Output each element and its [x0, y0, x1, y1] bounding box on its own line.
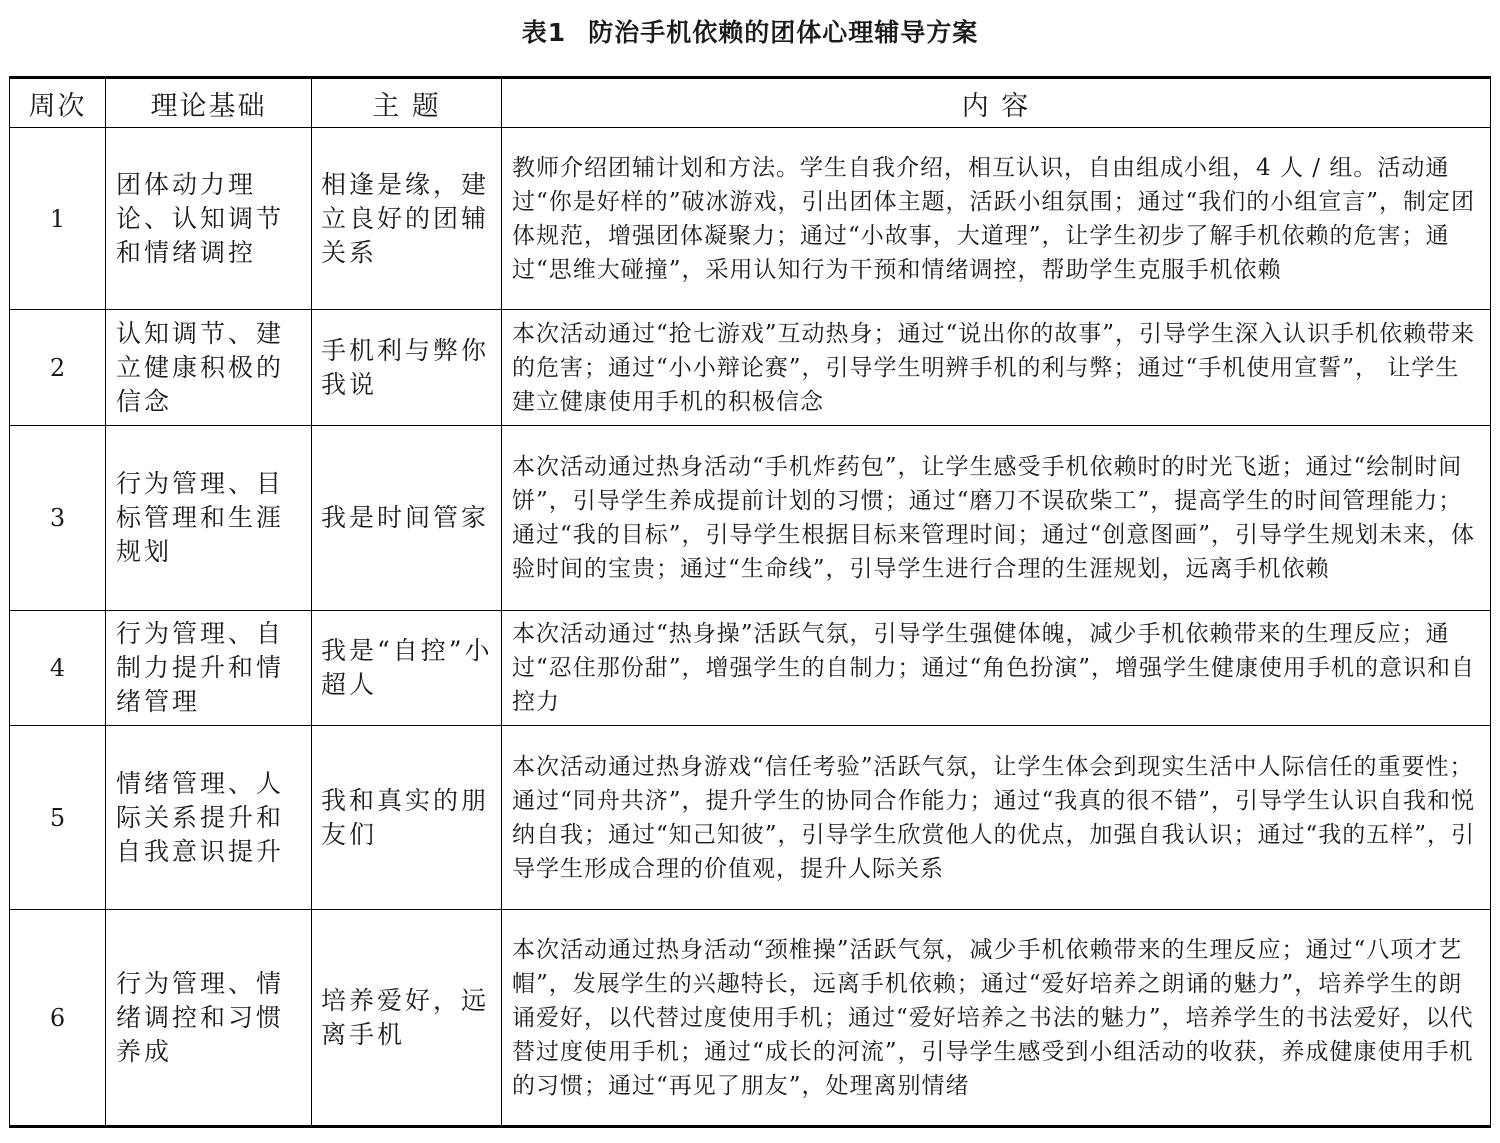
theory-basis-cell: 行为管理、目标管理和生涯规划 — [106, 426, 312, 611]
table-number: 表1 — [521, 18, 567, 47]
table-title: 防治手机依赖的团体心理辅导方案 — [588, 18, 979, 47]
header-theory-basis: 理论基础 — [106, 78, 312, 128]
theme-cell: 我和真实的朋友们 — [312, 726, 502, 910]
content-cell: 本次活动通过“抢七游戏”互动热身；通过“说出你的故事”，引导学生深入认识手机依赖带来的危害；通过“小小辩论赛”，引导学生明辨手机的利与弊；通过“手机使用宣誓”， 让学生建立健康使用手机的积极信念 — [502, 310, 1491, 426]
table-row — [10, 426, 1491, 611]
table-row — [10, 128, 1491, 310]
theory-basis-cell: 情绪管理、人际关系提升和自我意识提升 — [106, 726, 312, 910]
theory-basis-cell: 认知调节、建立健康积极的信念 — [106, 310, 312, 426]
week-cell: 6 — [10, 910, 106, 1127]
table-row — [10, 310, 1491, 426]
theme-cell: 我是“自控”小超人 — [312, 611, 502, 726]
content-cell: 本次活动通过热身活动“颈椎操”活跃气氛，减少手机依赖带来的生理反应；通过“八项才艺帽”，发展学生的兴趣特长，远离手机依赖；通过“爱好培养之朗诵的魅力”，培养学生的朗诵爱好，以代替过度使用手机；通过“爱好培养之书法的魅力”，培养学生的书法爱好，以代替过度使用手机；通过“成长的河流”，引导学生感受到小组活动的收获，养成健康使用手机的习惯；通过“再见了朋友”，处理离别情绪 — [502, 910, 1491, 1127]
header-week: 周次 — [10, 78, 106, 128]
content-cell: 本次活动通过热身游戏“信任考验”活跃气氛，让学生体会到现实生活中人际信任的重要性；通过“同舟共济”，提升学生的协同合作能力；通过“我真的很不错”，引导学生认识自我和悦纳自我；通过“知己知彼”，引导学生欣赏他人的优点，加强自我认识；通过“我的五样”，引导学生形成合理的价值观，提升人际关系 — [502, 726, 1491, 910]
header-content: 内 容 — [502, 78, 1491, 128]
week-cell: 5 — [10, 726, 106, 910]
table-header-row — [10, 78, 1491, 128]
table-row — [10, 611, 1491, 726]
theme-cell: 相逢是缘，建立良好的团辅关系 — [312, 128, 502, 310]
week-cell: 4 — [10, 611, 106, 726]
counseling-plan-table — [9, 76, 1491, 1128]
week-cell: 3 — [10, 426, 106, 611]
week-cell: 2 — [10, 310, 106, 426]
theory-basis-cell: 团体动力理论、认知调节和情绪调控 — [106, 128, 312, 310]
theme-cell: 我是时间管家 — [312, 426, 502, 611]
week-cell: 1 — [10, 128, 106, 310]
header-theme: 主 题 — [312, 78, 502, 128]
content-cell: 本次活动通过热身活动“手机炸药包”，让学生感受手机依赖时的时光飞逝；通过“绘制时间饼”，引导学生养成提前计划的习惯；通过“磨刀不误砍柴工”，提高学生的时间管理能力；通过“我的目标”，引导学生根据目标来管理时间；通过“创意图画”，引导学生规划未来，体验时间的宝贵；通过“生命线”，引导学生进行合理的生涯规划，远离手机依赖 — [502, 426, 1491, 611]
theory-basis-cell: 行为管理、自制力提升和情绪管理 — [106, 611, 312, 726]
theme-cell: 培养爱好，远离手机 — [312, 910, 502, 1127]
theme-cell: 手机利与弊你我说 — [312, 310, 502, 426]
table-row — [10, 726, 1491, 910]
table-row — [10, 910, 1491, 1127]
content-cell: 教师介绍团辅计划和方法。学生自我介绍，相互认识，自由组成小组，4 人 / 组。活动通过“你是好样的”破冰游戏，引出团体主题，活跃小组氛围；通过“我们的小组宣言”，制定团体规范，增强团体凝聚力；通过“小故事，大道理”，让学生初步了解手机依赖的危害；通过“思维大碰撞”，采用认知行为干预和情绪调控，帮助学生克服手机依赖 — [502, 128, 1491, 310]
content-cell: 本次活动通过“热身操”活跃气氛，引导学生强健体魄，减少手机依赖带来的生理反应；通过“忍住那份甜”，增强学生的自制力；通过“角色扮演”，增强学生健康使用手机的意识和自控力 — [502, 611, 1491, 726]
table-caption — [0, 16, 1500, 50]
theory-basis-cell: 行为管理、情绪调控和习惯养成 — [106, 910, 312, 1127]
